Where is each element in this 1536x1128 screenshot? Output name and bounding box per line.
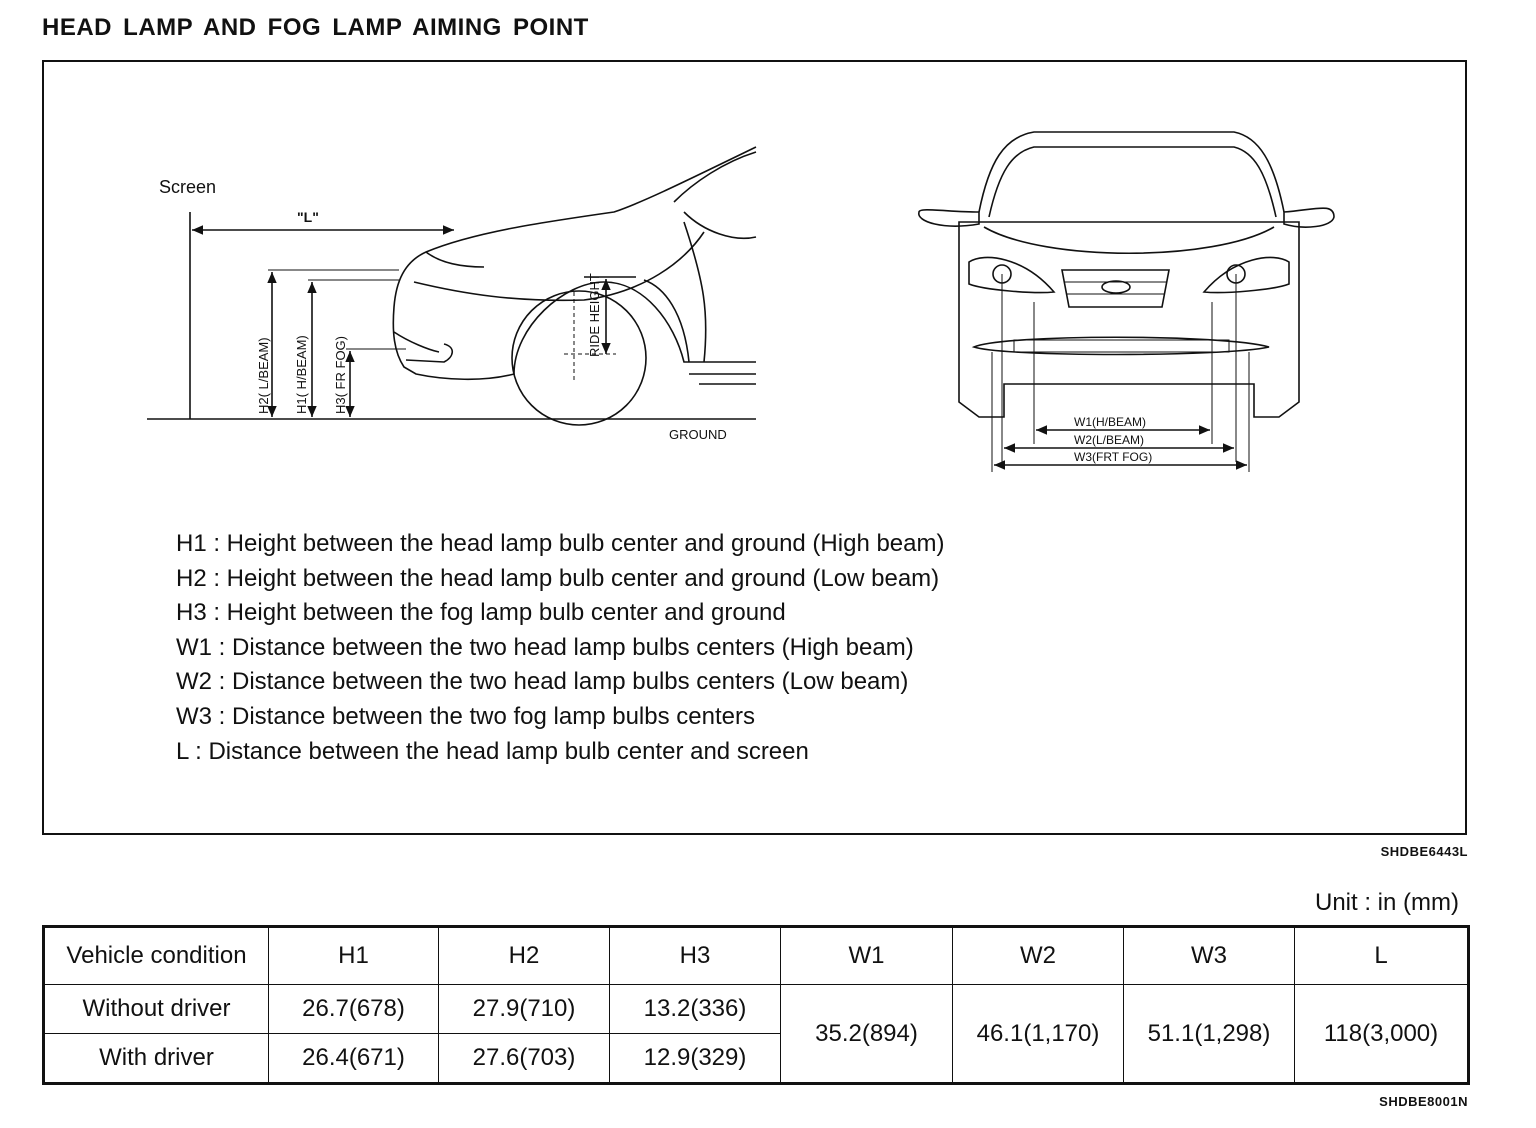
- h1-label: H1( H/BEAM): [294, 335, 309, 414]
- cell-h3: 13.2(336): [610, 985, 781, 1034]
- legend-list: [176, 527, 944, 769]
- legend-item-h1: H1 : Height between the head lamp bulb center and ground (High beam): [176, 530, 945, 557]
- cell-h2: 27.9(710): [439, 985, 610, 1034]
- legend-item-h3: H3 : Height between the fog lamp bulb center and ground: [176, 599, 786, 627]
- cell-w1: 35.2(894): [781, 985, 953, 1084]
- header-h3: H3: [610, 927, 781, 985]
- header-l: L: [1295, 927, 1469, 985]
- w2-label: W2(L/BEAM): [1074, 433, 1145, 447]
- header-h1: H1: [269, 927, 439, 985]
- header-vehicle-condition: Vehicle condition: [44, 927, 269, 985]
- w3-label: W3(FRT FOG): [1074, 450, 1153, 464]
- right-headlamp: [1204, 257, 1289, 292]
- h2-label: H2( L/BEAM): [256, 337, 271, 414]
- cell-h1: 26.7(678): [269, 985, 439, 1034]
- h3-label: H3( FR FOG): [333, 336, 348, 414]
- table-header-row: [44, 927, 1469, 985]
- cell-l: 118(3,000): [1295, 985, 1469, 1084]
- cell-condition: With driver: [44, 1034, 269, 1084]
- header-w3: W3: [1124, 927, 1295, 985]
- header-w2: W2: [953, 927, 1124, 985]
- cell-h1: 26.4(671): [269, 1034, 439, 1084]
- aiming-spec-table: [42, 925, 1470, 1085]
- legend-item-w3: W3 : Distance between the two fog lamp bulbs centers: [176, 702, 755, 730]
- ground-label: GROUND: [669, 427, 727, 442]
- front-wheel: [512, 291, 646, 425]
- legend-item-w1: W1 : Distance between the two head lamp bulbs centers (High beam): [176, 633, 914, 661]
- l-label: "L": [297, 209, 319, 225]
- w1-label: W1(H/BEAM): [1074, 415, 1146, 429]
- grille: [1062, 270, 1169, 307]
- legend-item-l: L : Distance between the head lamp bulb center and screen: [176, 737, 809, 765]
- cell-h2: 27.6(703): [439, 1034, 610, 1084]
- legend-item-h2: H2 : Height between the head lamp bulb center and ground (Low beam): [176, 564, 940, 592]
- page-title: HEAD LAMP AND FOG LAMP AIMING POINT: [42, 14, 589, 41]
- figure-panel: [42, 60, 1467, 835]
- screen-label: Screen: [159, 177, 217, 197]
- cell-h3: 12.9(329): [610, 1034, 781, 1084]
- table-code: SHDBE8001N: [1379, 1094, 1468, 1109]
- cell-condition: Without driver: [44, 985, 269, 1034]
- header-h2: H2: [439, 927, 610, 985]
- figure-code: SHDBE6443L: [1380, 844, 1468, 859]
- cell-w2: 46.1(1,170): [953, 985, 1124, 1084]
- unit-label: Unit : in (mm): [1315, 889, 1459, 916]
- ride-height-label: RIDE HEIGHT: [587, 273, 602, 357]
- side-view-diagram: [147, 147, 756, 425]
- cell-w3: 51.1(1,298): [1124, 985, 1295, 1084]
- table-row: [44, 985, 1469, 1034]
- car-front-body: [959, 222, 1299, 417]
- header-w1: W1: [781, 927, 953, 985]
- legend-item-w2: W2 : Distance between the two head lamp bulbs centers (Low beam): [176, 668, 909, 696]
